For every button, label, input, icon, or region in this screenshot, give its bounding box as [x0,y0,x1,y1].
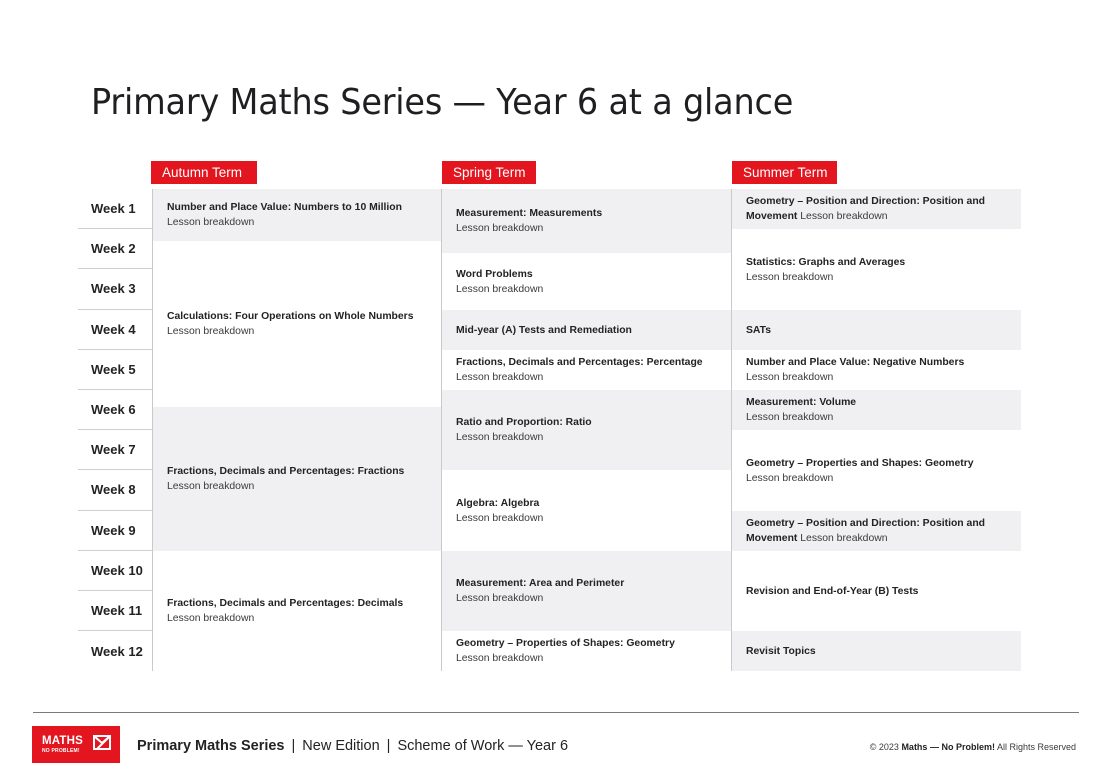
topic-block [153,189,441,241]
topic-block [442,631,731,671]
topic-block [732,310,1021,350]
topic-title: Revision and End-of-Year (B) Tests [746,585,919,597]
lesson-breakdown-link[interactable]: Lesson breakdown [800,533,888,544]
spring-term-column [441,189,731,671]
footer-divider [33,712,1079,713]
copyright-brand: Maths — No Problem! [901,742,995,752]
lesson-breakdown-link[interactable]: Lesson breakdown [456,372,544,383]
topic-block [442,390,731,470]
topic-title: Mid-year (A) Tests and Remediation [456,324,632,336]
topic-title: Ratio and Proportion: Ratio [456,417,592,428]
lesson-breakdown-link[interactable]: Lesson breakdown [746,472,834,484]
term-header-spring: Spring Term [442,161,536,184]
week-label: Week 8 [78,470,152,510]
separator: | [291,738,296,754]
week-label: Week 11 [78,591,152,631]
footer-scheme: Scheme of Work — Year 6 [397,738,569,754]
topic-block [732,229,1021,310]
topic-block [153,551,441,671]
lesson-breakdown-link[interactable]: Lesson breakdown [746,372,834,383]
week-label: Week 10 [78,551,152,591]
topic-title: Calculations: Four Operations on Whole Numbers [167,311,414,322]
week-label: Week 1 [78,189,152,229]
topic-title: Word Problems [456,268,533,280]
term-header-autumn: Autumn Term [151,161,257,184]
topic-block [442,350,731,390]
autumn-term-column [152,189,441,671]
topic-block [153,407,441,551]
footer-edition: New Edition [302,738,380,754]
topic-block [732,511,1021,551]
topic-block [442,310,731,350]
envelope-x-icon [93,735,111,750]
topic-title: Measurement: Measurements [456,208,603,219]
term-header-summer: Summer Term [732,161,837,184]
logo-text: MATHS [42,735,84,747]
page-title: Primary Maths Series — Year 6 at a glance [91,82,794,123]
topic-title: Measurement: Area and Perimeter [456,578,625,589]
footer-series: Primary Maths Series [137,738,285,754]
topic-title: Statistics: Graphs and Averages [746,256,906,268]
copyright-year: © 2023 [869,742,899,752]
week-label: Week 4 [78,310,152,350]
lesson-breakdown-link[interactable]: Lesson breakdown [746,271,834,283]
topic-title: Revisit Topics [746,645,816,657]
lesson-breakdown-link[interactable]: Lesson breakdown [456,653,544,664]
topic-block [442,470,731,551]
lesson-breakdown-link[interactable]: Lesson breakdown [456,283,544,295]
lesson-breakdown-link[interactable]: Lesson breakdown [456,593,544,604]
copyright-suffix: All Rights Reserved [996,742,1076,752]
topic-title-text: Geometry – Position and Direction: Position and Movement [746,196,986,222]
logo-subtext: NO PROBLEM! [42,748,80,754]
week-label: Week 7 [78,430,152,470]
lesson-breakdown-link[interactable]: Lesson breakdown [167,613,255,624]
week-label: Week 3 [78,269,152,309]
topic-title: Algebra: Algebra [456,497,540,509]
lesson-breakdown-link[interactable]: Lesson breakdown [167,217,255,228]
topic-block [732,430,1021,511]
topic-title: Number and Place Value: Negative Numbers [746,357,965,368]
topic-block [732,631,1021,671]
week-label: Week 5 [78,350,152,390]
summer-term-column [731,189,1021,671]
topic-block [442,253,731,310]
lesson-breakdown-link[interactable]: Lesson breakdown [456,432,544,443]
topic-title: Measurement: Volume [746,397,857,408]
topic-title: Geometry – Properties and Shapes: Geometry [746,457,974,469]
separator: | [386,738,391,754]
week-label: Week 2 [78,229,152,269]
lesson-breakdown-link[interactable]: Lesson breakdown [456,223,544,234]
topic-title [746,516,1007,546]
lesson-breakdown-link[interactable]: Lesson breakdown [746,412,834,423]
topic-title: Fractions, Decimals and Percentages: Fractions [167,466,405,477]
topic-title: Number and Place Value: Numbers to 10 Million [167,202,403,213]
week-label: Week 6 [78,390,152,430]
topic-block [442,551,731,631]
copyright [870,742,1076,752]
maths-no-problem-logo [32,726,120,763]
topic-block [732,189,1021,229]
week-label: Week 12 [91,643,143,659]
topic-block [732,551,1021,631]
topic-block [442,189,731,253]
topic-title: SATs [746,324,772,336]
topic-title-text: Geometry – Position and Direction: Position and Movement [746,518,986,544]
topic-block [732,350,1021,390]
lesson-breakdown-link[interactable]: Lesson breakdown [167,326,255,337]
topic-title: Fractions, Decimals and Percentages: Percentage [456,357,703,368]
footer-series-info [137,738,568,754]
topic-block [153,241,441,407]
week-label: Week 9 [78,511,152,551]
lesson-breakdown-link[interactable]: Lesson breakdown [167,481,255,492]
topic-block [732,390,1021,430]
topic-title [746,194,1007,224]
lesson-breakdown-link[interactable]: Lesson breakdown [456,512,544,524]
topic-title: Geometry – Properties of Shapes: Geometry [456,638,675,649]
lesson-breakdown-link[interactable]: Lesson breakdown [800,211,888,222]
topic-title: Fractions, Decimals and Percentages: Decimals [167,598,404,609]
